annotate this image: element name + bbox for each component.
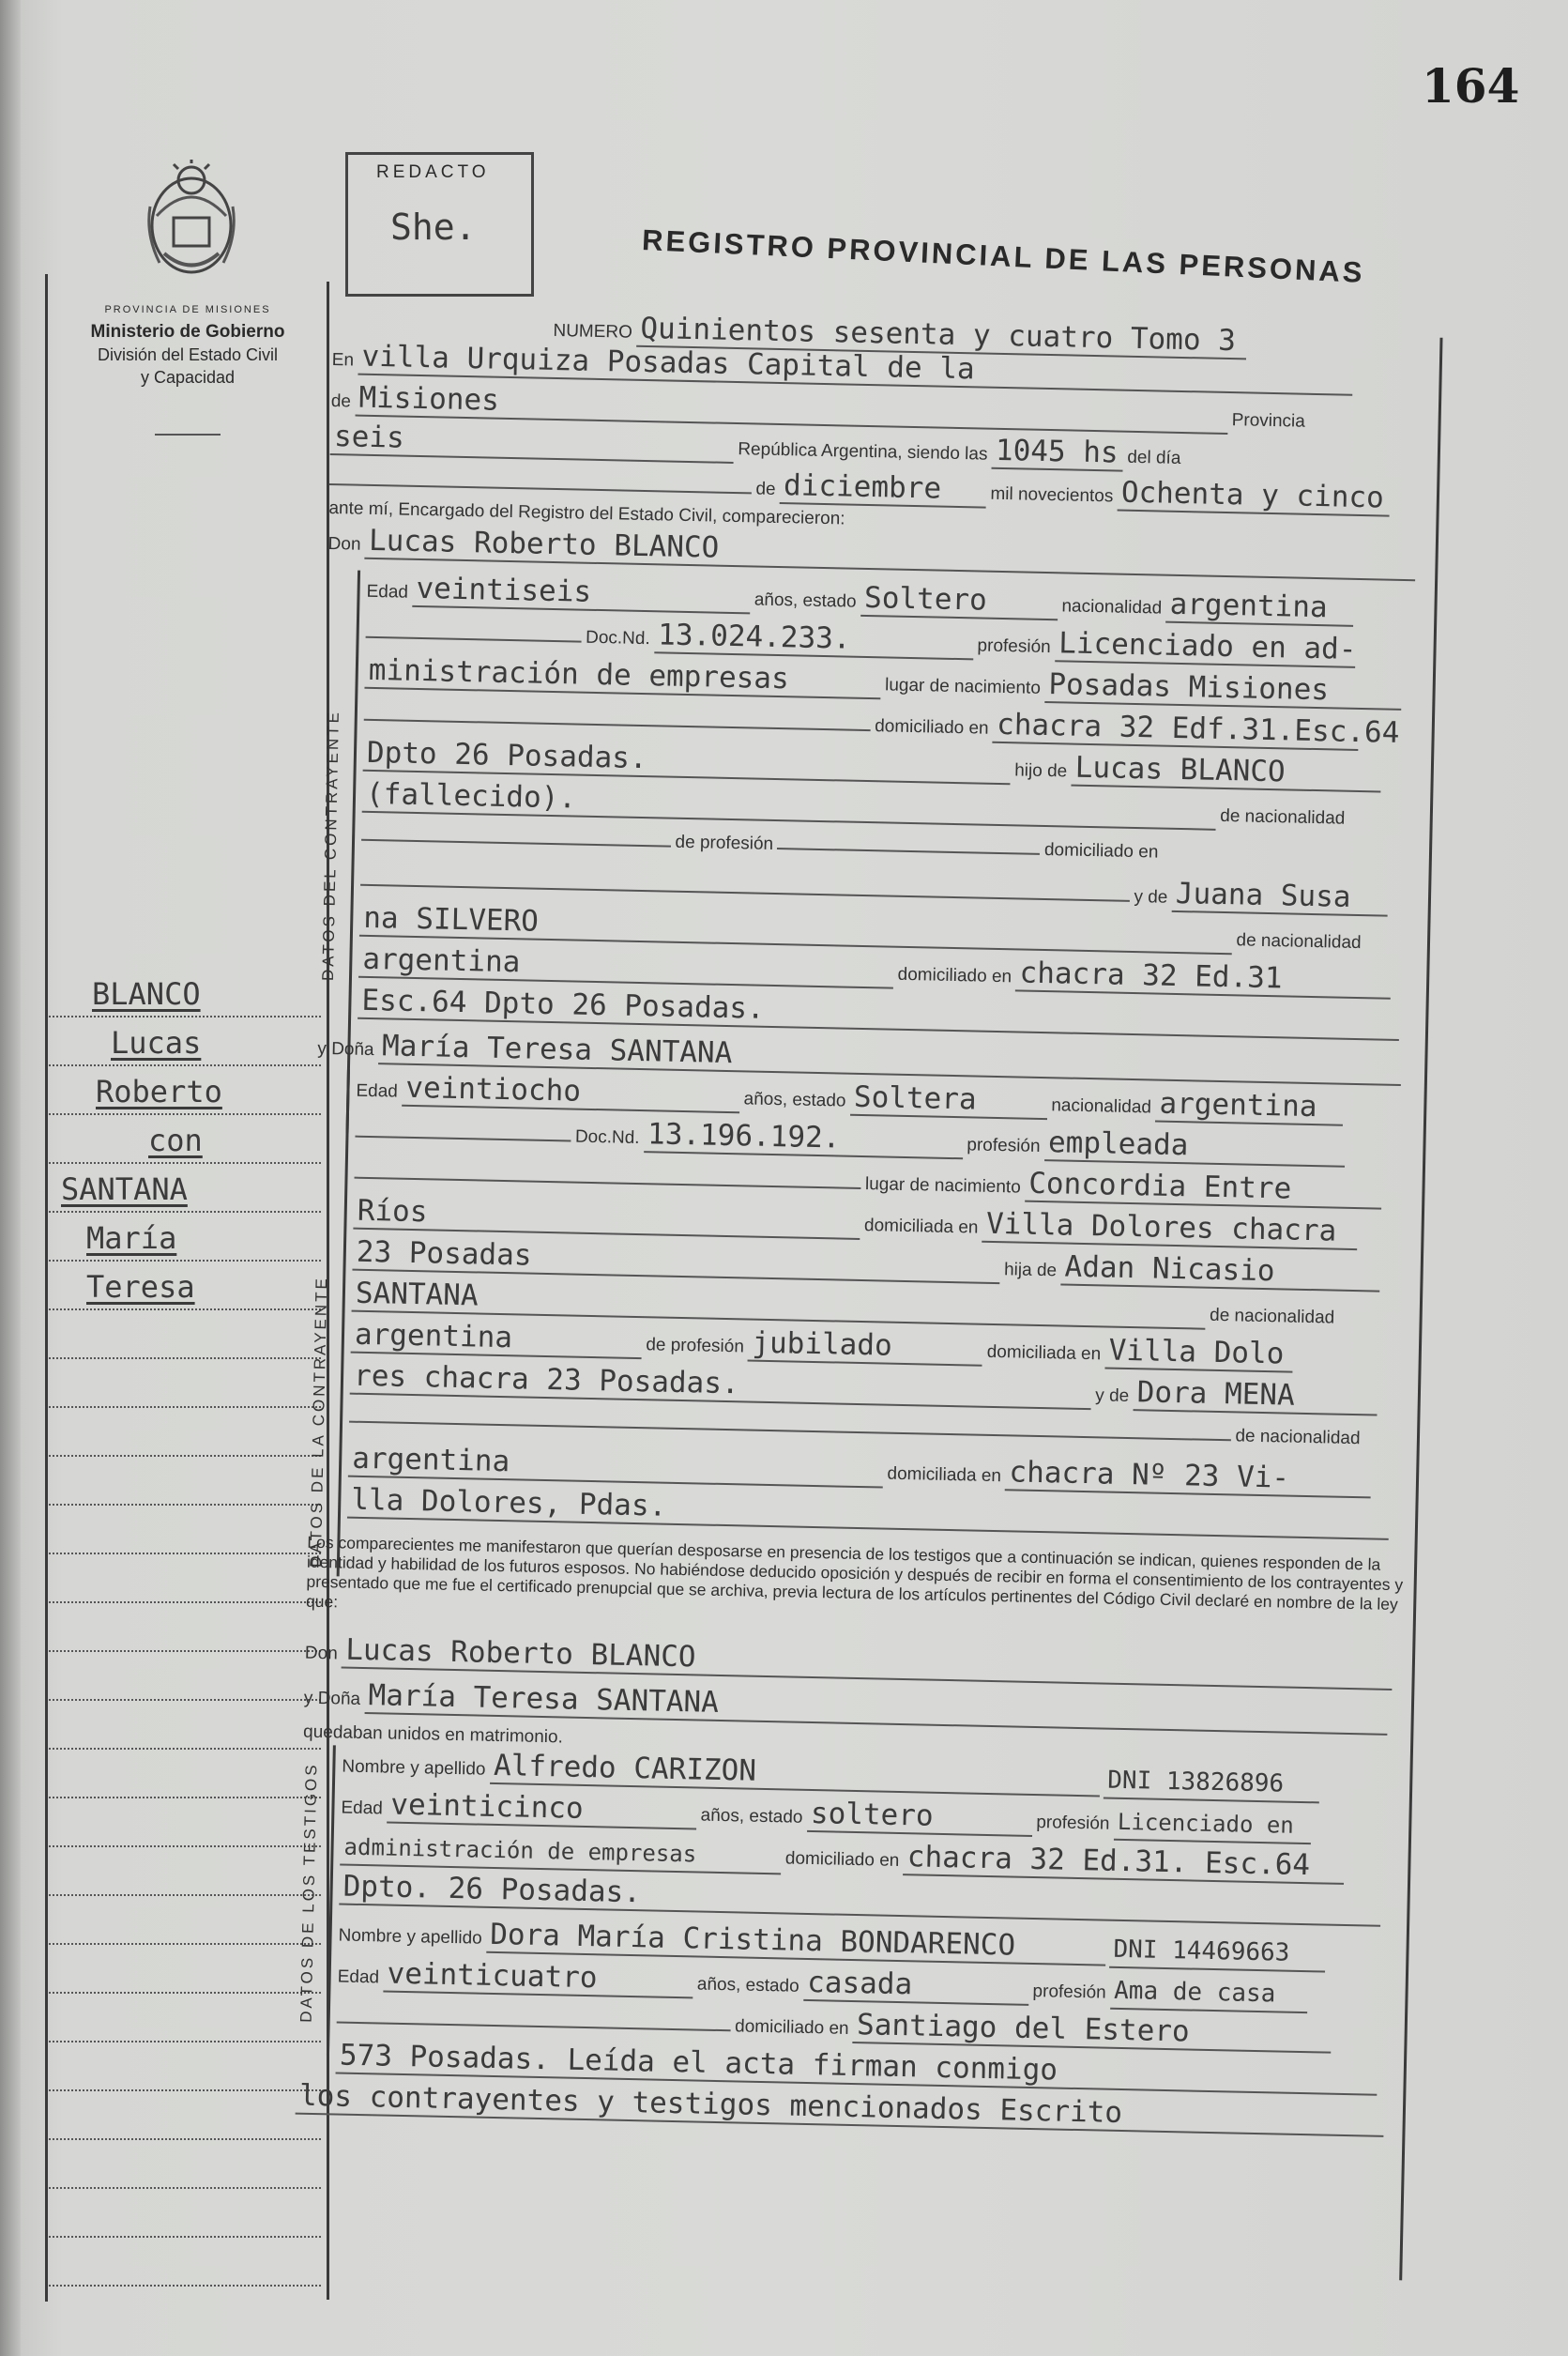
c2-lugar-label: lugar de nacimiento xyxy=(864,1174,1021,1198)
c2-nacionalidad-label: nacionalidad xyxy=(1051,1095,1152,1118)
margin-ruled-line xyxy=(49,1357,321,1359)
c1-profesion-value-2: ministración de empresas xyxy=(364,653,881,700)
t2-dni: DNI 14469663 xyxy=(1109,1933,1326,1973)
redacto-box xyxy=(345,152,534,297)
c2-lugar-value-2: Ríos xyxy=(353,1194,860,1240)
t1-profesion-label: profesión xyxy=(1036,1813,1110,1834)
mil-label: mil novecientos xyxy=(990,483,1114,507)
margin-ruled-line xyxy=(49,1260,321,1262)
margin-ruled-line xyxy=(49,1016,321,1017)
t2-profesion-value: Ama de casa xyxy=(1110,1974,1308,2013)
c2-y-de-label: y de xyxy=(1095,1385,1130,1407)
blank-line xyxy=(364,698,871,731)
t2-nombre-value: Dora María Cristina BONDARENCO xyxy=(486,1918,1106,1966)
c1-edad-label: Edad xyxy=(366,581,409,603)
blank-line xyxy=(355,1115,571,1142)
c2-padre-profesion-value: jubilado xyxy=(748,1326,983,1367)
c2-de-nacionalidad-label: de nacionalidad xyxy=(1209,1305,1335,1328)
division-label: División del Estado Civil xyxy=(97,345,279,364)
t2-profesion-label: profesión xyxy=(1032,1981,1106,2003)
c2-domicilio-label: domiciliada en xyxy=(863,1216,979,1238)
c2-madre-nacionalidad-label: de nacionalidad xyxy=(1235,1426,1361,1449)
de-label: de xyxy=(330,390,352,412)
c2-padre-value: Adan Nicasio xyxy=(1060,1249,1380,1292)
blank-line xyxy=(329,463,752,494)
margin-surname-2: SANTANA xyxy=(61,1171,188,1207)
t1-edad-label: Edad xyxy=(341,1798,384,1819)
margin-ruled-line xyxy=(49,1894,321,1896)
ministry-header xyxy=(47,298,328,389)
c1-profesion-value: Licenciado en ad- xyxy=(1055,626,1356,668)
c2-edad-label: Edad xyxy=(356,1080,399,1102)
margin-ruled-line xyxy=(49,1748,321,1750)
c1-domicilio-label: domiciliado en xyxy=(874,716,989,739)
t2-domicilio-value: Santiago del Estero xyxy=(853,2008,1332,2054)
margin-ruled-line xyxy=(49,1601,321,1603)
c1-profesion-label: profesión xyxy=(977,635,1051,658)
c1-de-nacionalidad-label: de nacionalidad xyxy=(1220,805,1346,829)
c2-madre-value: Dora MENA xyxy=(1133,1375,1378,1415)
t2-edad-value: veinticuatro xyxy=(383,1957,693,1999)
dia-value: seis xyxy=(330,420,735,464)
c2-anos-estado-label: años, estado xyxy=(743,1089,846,1111)
provincia-value: Misiones xyxy=(355,381,1228,435)
margin-ruled-line xyxy=(49,1406,321,1408)
margin-left-rule xyxy=(45,274,48,2302)
t1-profesion-value-2: administración de empresas xyxy=(340,1830,782,1875)
margin-name-1b: Roberto xyxy=(96,1074,222,1109)
document-title: REGISTRO PROVINCIAL DE LAS PERSONAS xyxy=(641,223,1366,289)
c2-madre-domicilio-value-2: lla Dolores, Pdas. xyxy=(347,1483,1390,1540)
t1-domicilio-value: chacra 32 Ed.31. Esc.64 xyxy=(903,1840,1345,1885)
don-value: Lucas Roberto BLANCO xyxy=(365,524,1417,581)
margin-ruled-line xyxy=(49,2236,321,2238)
c2-doc-label: Doc.Nd. xyxy=(574,1126,640,1149)
groom-section-label: DATOS DEL CONTRAYENTE xyxy=(318,709,343,982)
bride-section-label: DATOS DE LA CONTRAYENTE xyxy=(306,1275,331,1568)
redacto-label: REDACTO xyxy=(376,162,490,182)
c2-domiciliada-en-label: domiciliada en xyxy=(986,1341,1102,1365)
union-dona-label: y Doña xyxy=(303,1688,361,1709)
dona-value: María Teresa SANTANA xyxy=(378,1029,1402,1086)
c1-nacionalidad-label: nacionalidad xyxy=(1061,596,1163,619)
c2-padre-nacionalidad-value: argentina xyxy=(351,1318,643,1359)
c1-madre-value: Juana Susa xyxy=(1171,877,1388,917)
margin-surname-1: BLANCO xyxy=(92,976,201,1012)
t2-estado-value: casada xyxy=(803,1966,1029,2006)
t1-nombre-label: Nombre y apellido xyxy=(342,1756,486,1780)
blank-line xyxy=(360,864,1130,902)
margin-ruled-line xyxy=(49,1162,321,1164)
c2-lugar-value: Concordia Entre xyxy=(1025,1167,1382,1210)
numero-value: Quinientos sesenta y cuatro Tomo 3 xyxy=(636,312,1247,360)
margin-ruled-line xyxy=(49,1797,321,1798)
c1-madre-value-2: na SILVERO xyxy=(359,901,1233,955)
margin-ruled-line xyxy=(49,1064,321,1066)
margin-name-2b: Teresa xyxy=(86,1269,195,1305)
t2-edad-label: Edad xyxy=(337,1966,380,1988)
t2-nombre-label: Nombre y apellido xyxy=(338,1925,482,1949)
union-closing: quedaban unidos en matrimonio. xyxy=(302,1721,564,1748)
margin-name-2a: María xyxy=(86,1220,177,1256)
declaration-text: Los comparecientes me manifestaron que querían desposarse en presencia de los testigos que a continuación se indican, quienes responden de la identidad y habilidad de los futuros esposos. No habiéndose deducido oposición y después de recibir en forma el consentimiento de los contrayentes y presentado que me fue el certificado prenupcial que se archiva, previa lectura de los artículos pertinentes del Código Civil declaré en nombre de la ley que: xyxy=(305,1532,1404,1614)
margin-connector: con xyxy=(148,1123,203,1158)
t1-dni: DNI 13826896 xyxy=(1104,1764,1320,1804)
margin-ruled-line xyxy=(49,2285,321,2287)
del-dia-label: del día xyxy=(1127,447,1181,468)
c2-profesion-value: empleada xyxy=(1044,1125,1346,1168)
margin-ruled-line xyxy=(49,1699,321,1701)
t2-domicilio-value-2: 573 Posadas. Leída el acta firman conmigo xyxy=(336,2038,1378,2095)
t1-estado-value: soltero xyxy=(807,1797,1033,1837)
witness-section-label: DATOS DE LOS TESTIGOS xyxy=(297,1762,321,2023)
ministry-label: Ministerio de Gobierno xyxy=(90,322,285,342)
dona-label: y Doña xyxy=(317,1038,374,1061)
c1-de-profesion-label: de profesión xyxy=(675,832,774,854)
c2-padre-domicilio-value: Villa Dolo xyxy=(1104,1333,1293,1372)
c1-doc-label: Doc.Nd. xyxy=(585,627,650,650)
margin-ruled-line xyxy=(49,2089,321,2091)
c2-madre-domicilio-label: domiciliada en xyxy=(887,1463,1002,1487)
margin-ruled-line xyxy=(49,1650,321,1652)
blank-line xyxy=(355,1156,861,1189)
union-dona-value: María Teresa SANTANA xyxy=(364,1678,1388,1736)
c1-domicilio-value: chacra 32 Edf.31.Esc.64 xyxy=(993,708,1360,751)
c1-y-de-label: y de xyxy=(1134,887,1168,908)
margin-ruled-line xyxy=(49,1992,321,1994)
c2-de-profesion-label: de profesión xyxy=(646,1335,745,1357)
t2-domicilio-label: domiciliado en xyxy=(734,2016,849,2039)
blank-line xyxy=(366,616,582,643)
margin-ruled-line xyxy=(49,1455,321,1457)
t1-anos-estado-label: años, estado xyxy=(700,1805,803,1828)
t1-nombre-value: Alfredo CARIZON xyxy=(490,1749,1101,1798)
margin-ruled-line xyxy=(49,1211,321,1213)
c2-padre-value-2: SANTANA xyxy=(352,1277,1207,1330)
margin-ruled-line xyxy=(49,2138,321,2140)
margin-ruled-line xyxy=(49,1845,321,1847)
c1-madre-domicilio-value: chacra 32 Ed.31 xyxy=(1015,956,1392,999)
c2-estado-value: Soltera xyxy=(850,1080,1048,1120)
c2-padre-domicilio-value-2: res chacra 23 Posadas. xyxy=(350,1359,1092,1411)
union-don-value: Lucas Roberto BLANCO xyxy=(342,1633,1393,1691)
c1-doc-value: 13.024.233. xyxy=(654,618,974,660)
book-binding xyxy=(0,0,21,2356)
province-label: PROVINCIA DE MISIONES xyxy=(104,304,271,315)
blank-line xyxy=(361,818,671,848)
t1-domicilio-value-2: Dpto. 26 Posadas. xyxy=(339,1870,1381,1927)
form-right-rule xyxy=(1399,338,1442,2281)
c2-edad-value: veintiocho xyxy=(402,1071,740,1114)
margin-ruled-line xyxy=(49,1943,321,1945)
c1-madre-nacionalidad-value: argentina xyxy=(358,942,894,989)
mes-value: diciembre xyxy=(780,468,987,509)
t1-edad-value: veinticinco xyxy=(387,1788,697,1830)
ante-label: ante mí, Encargado del Registro del Estado Civil, comparecieron: xyxy=(328,497,845,529)
c1-estado-value: Soltero xyxy=(860,581,1058,620)
numero-label: NUMERO xyxy=(553,320,633,343)
header-divider xyxy=(155,434,221,436)
margin-ruled-line xyxy=(49,2041,321,2042)
blank-line xyxy=(777,827,1040,855)
c1-lugar-label: lugar de nacimiento xyxy=(884,675,1042,698)
c2-nacionalidad-value: argentina xyxy=(1155,1087,1344,1126)
c1-padre-value: Lucas BLANCO xyxy=(1071,751,1381,793)
hora-value: 1045 hs xyxy=(992,434,1124,472)
margin-ruled-line xyxy=(49,1504,321,1506)
c1-nacionalidad-value: argentina xyxy=(1165,588,1354,627)
t2-domicilio-value-3: los contrayentes y testigos mencionados Escrito xyxy=(296,2079,1385,2137)
c2-profesion-label: profesión xyxy=(967,1135,1041,1156)
c2-madre-domicilio-value: chacra Nº 23 Vi- xyxy=(1005,1455,1372,1498)
anio-value: Ochenta y cinco xyxy=(1117,476,1390,517)
page-number: 164 xyxy=(1422,58,1520,114)
margin-ruled-line xyxy=(49,1113,321,1115)
redacto-initials: She. xyxy=(390,207,477,248)
c1-domicilio-value-2: Dpto 26 Posadas. xyxy=(363,736,1012,785)
c2-doc-value: 13.196.192. xyxy=(644,1117,964,1159)
t2-anos-estado-label: años, estado xyxy=(696,1974,799,1996)
don-label: Don xyxy=(327,533,361,555)
c1-padre-value-2: (fallecido). xyxy=(362,777,1217,831)
c1-lugar-value: Posadas Misiones xyxy=(1044,667,1402,711)
de-mes-label: de xyxy=(755,479,776,499)
c1-hijo-label: hijo de xyxy=(1014,760,1068,782)
margin-ruled-line xyxy=(49,1553,321,1554)
c1-madre-domicilio-label: domiciliado en xyxy=(897,964,1012,987)
union-don-label: Don xyxy=(304,1643,338,1664)
capacity-label: y Capacidad xyxy=(140,368,236,387)
registry-form xyxy=(297,305,1553,2131)
margin-name-1a: Lucas xyxy=(111,1025,202,1061)
provincia-label: Provincia xyxy=(1231,410,1306,432)
c1-domiciliado-en-label: domiciliado en xyxy=(1043,840,1159,863)
c1-madre-domicilio-value-2: Esc.64 Dpto 26 Posadas. xyxy=(358,984,1400,1041)
t1-domicilio-label: domiciliado en xyxy=(784,1848,900,1871)
en-label: En xyxy=(331,349,355,371)
c2-domicilio-value: Villa Dolores chacra xyxy=(982,1207,1359,1250)
en-value: villa Urquiza Posadas Capital de la xyxy=(358,340,1353,396)
coat-of-arms-seal xyxy=(136,160,247,282)
margin-ruled-line xyxy=(49,2187,321,2189)
blank-line xyxy=(337,2000,731,2031)
margin-ruled-line xyxy=(49,1308,321,1310)
c2-madre-nacionalidad-value: argentina xyxy=(348,1442,884,1489)
c2-hija-label: hija de xyxy=(1003,1260,1058,1281)
republica-label: República Argentina, siendo las xyxy=(738,439,988,465)
c1-madre-nacionalidad-label: de nacionalidad xyxy=(1236,930,1362,954)
c1-anos-estado-label: años, estado xyxy=(754,589,857,612)
t1-profesion-value: Licenciado en xyxy=(1114,1805,1312,1844)
c2-domicilio-value-2: 23 Posadas xyxy=(352,1235,1000,1284)
c1-edad-value: veintiseis xyxy=(412,572,751,615)
